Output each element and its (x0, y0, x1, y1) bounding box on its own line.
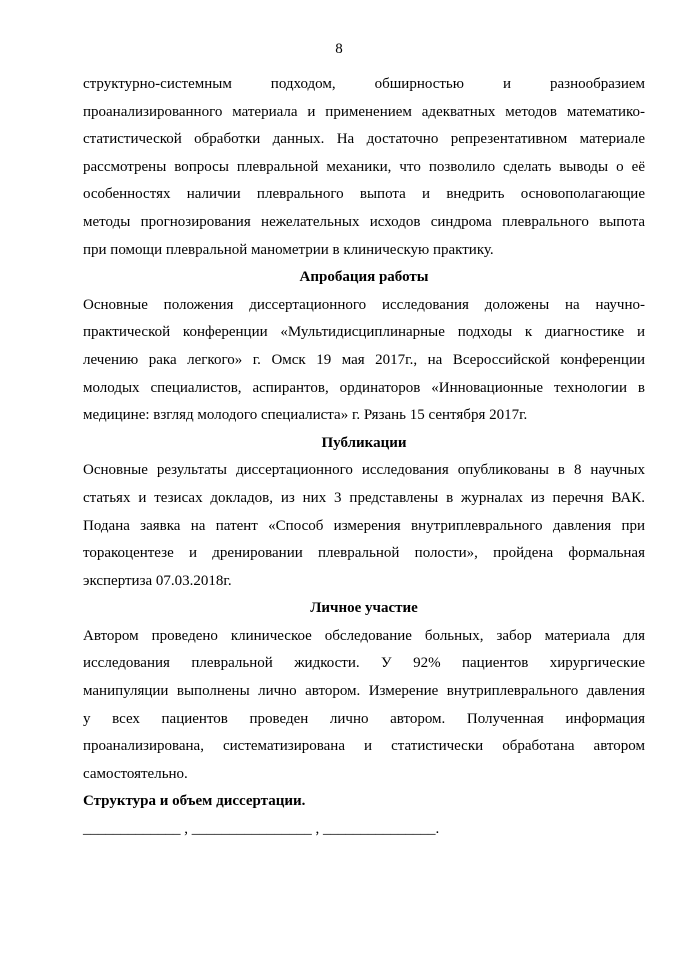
section-heading-personal: Личное участие (310, 600, 418, 617)
section-heading-publications: Публикации (321, 434, 407, 451)
blank-fill-line: _____________ , ________________ , _______________. (83, 821, 440, 838)
paragraph-publications (83, 457, 645, 595)
text-line: практической конференции «Мультидисциплинарные подходы к диагностике и (83, 324, 645, 341)
text-line: манипуляции выполнены лично автором. Измерение внутриплеврального давления (83, 683, 645, 700)
text-line: статистической обработки данных. На достаточно репрезентативном материале (83, 131, 645, 148)
text-line: проанализирована, систематизирована и статистически обработана автором (83, 738, 645, 755)
text-line: молодых специалистов, аспирантов, ординаторов «Инновационные технологии в (83, 379, 645, 396)
text-line: самостоятельно. (83, 765, 188, 782)
text-line: проанализированного материала и применением адекватных методов математико- (83, 103, 645, 120)
text-line: торакоцентезе и дренировании плевральной полости», пройдена формальная (83, 545, 645, 562)
text-line: медицине: взгляд молодого специалиста» г. Рязань 15 сентября 2017г. (83, 407, 528, 424)
section-heading-approbation: Апробация работы (299, 269, 429, 286)
text-line: особенностях наличии плеврального выпота и внедрить основополагающие (83, 186, 645, 203)
text-line: у всех пациентов проведен лично автором. Полученная информация (83, 710, 645, 727)
page-number: 8 (335, 41, 343, 57)
text-line: рассмотрены вопросы плевральной механики, что позволило сделать выводы о её (83, 158, 645, 175)
text-line: Основные результаты диссертационного исследования опубликованы в 8 научных (83, 462, 645, 479)
text-line: лечению рака легкого» г. Омск 19 мая 2017г., на Всероссийской конференции (83, 351, 645, 368)
paragraph-approbation (83, 292, 645, 430)
paragraph-personal (83, 623, 645, 789)
text-line: экспертиза 07.03.2018г. (83, 572, 232, 589)
text-line: структурно-системным подходом, обширностью и разнообразием (83, 76, 645, 92)
text-line: исследования плевральной жидкости. У 92% пациентов хирургические (83, 655, 645, 672)
text-line: при помощи плевральной манометрии в клиническую практику. (83, 241, 494, 258)
paragraph-methodology (83, 71, 645, 264)
section-heading-structure: Структура и объем диссертации. (83, 793, 306, 810)
text-line: методы прогнозирования нежелательных исходов синдрома плеврального выпота (83, 213, 645, 230)
document-body (83, 71, 645, 844)
text-line: Основные положения диссертационного исследования доложены на научно- (83, 296, 645, 313)
text-line: Подана заявка на патент «Способ измерения внутриплеврального давления при (83, 517, 645, 534)
text-line: статьях и тезисах докладов, из них 3 представлены в журналах из перечня ВАК. (83, 489, 645, 506)
text-line: Автором проведено клиническое обследование больных, забор материала для (83, 627, 645, 644)
